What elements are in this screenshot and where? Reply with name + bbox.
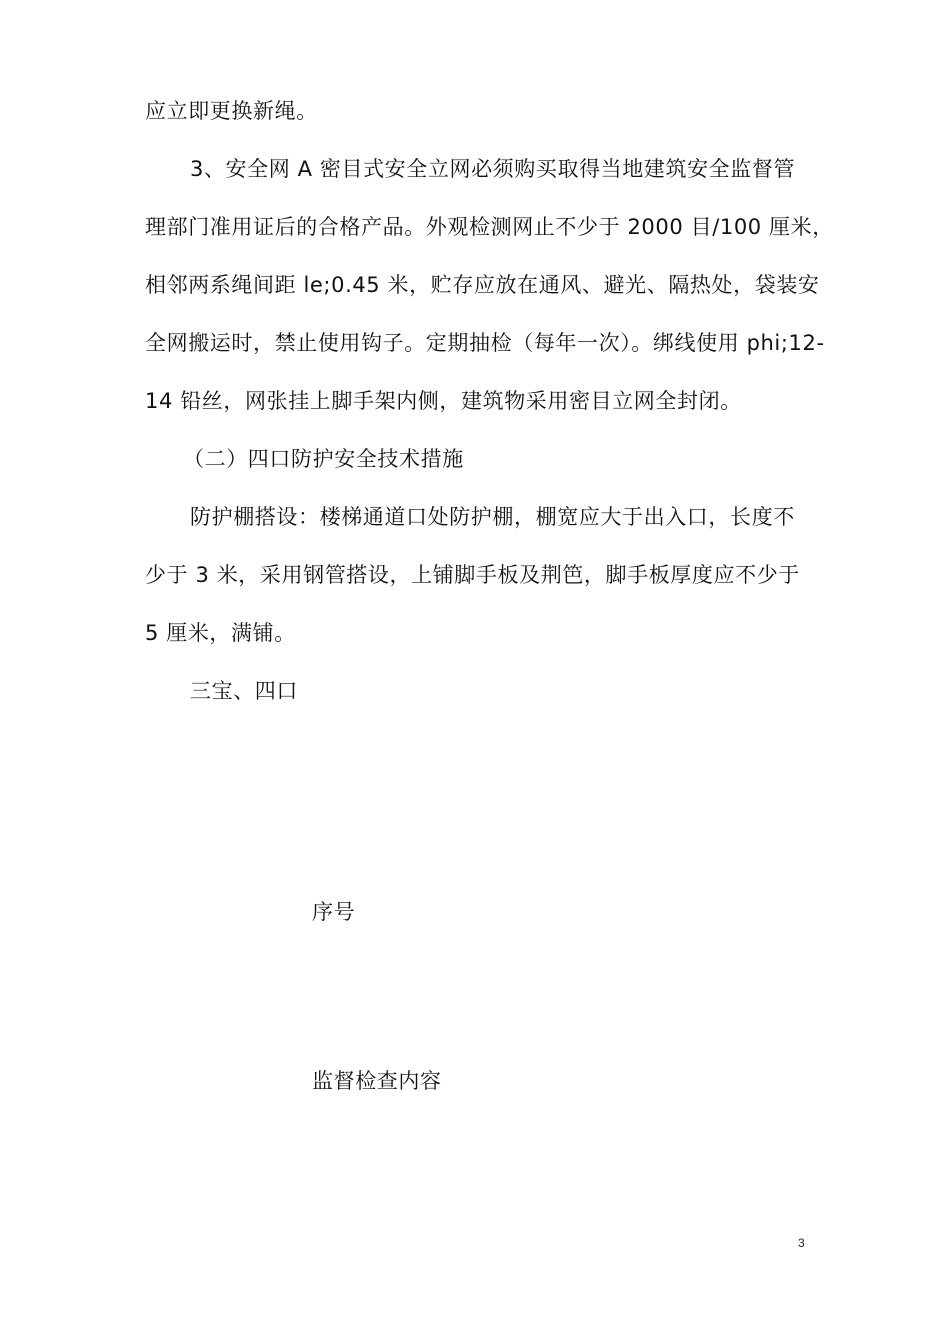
- paragraph-line: 相邻两系绳间距 le;0.45 米，贮存应放在通风、避光、隔热处，袋装安: [145, 273, 820, 297]
- paragraph-line: 少于 3 米，采用钢管搭设，上铺脚手板及荆笆，脚手板厚度应不少于: [145, 563, 800, 587]
- paragraph-line: 14 铅丝，网张挂上脚手架内侧，建筑物采用密目立网全封闭。: [145, 389, 742, 413]
- paragraph-line: 防护棚搭设：楼梯通道口处防护棚，棚宽应大于出入口，长度不: [190, 505, 795, 529]
- section-heading: （二）四口防护安全技术措施: [183, 447, 464, 471]
- paragraph-line: 3、安全网 A 密目式安全立网必须购买取得当地建筑安全监督管: [190, 157, 796, 181]
- paragraph-line: 应立即更换新绳。: [145, 99, 318, 123]
- paragraph-line: 三宝、四口: [190, 679, 298, 703]
- table-cell-inspection-content: 监督检查内容: [312, 1069, 442, 1093]
- paragraph-line: 全网搬运时，禁止使用钩子。定期抽检（每年一次）。绑线使用 phi;12-: [145, 331, 825, 355]
- table-cell-serial-number: 序号: [312, 900, 356, 924]
- page-number: 3: [798, 1236, 805, 1250]
- paragraph-line: 理部门准用证后的合格产品。外观检测网止不少于 2000 目/100 厘米，: [145, 215, 834, 239]
- paragraph-line: 5 厘米，满铺。: [145, 621, 296, 645]
